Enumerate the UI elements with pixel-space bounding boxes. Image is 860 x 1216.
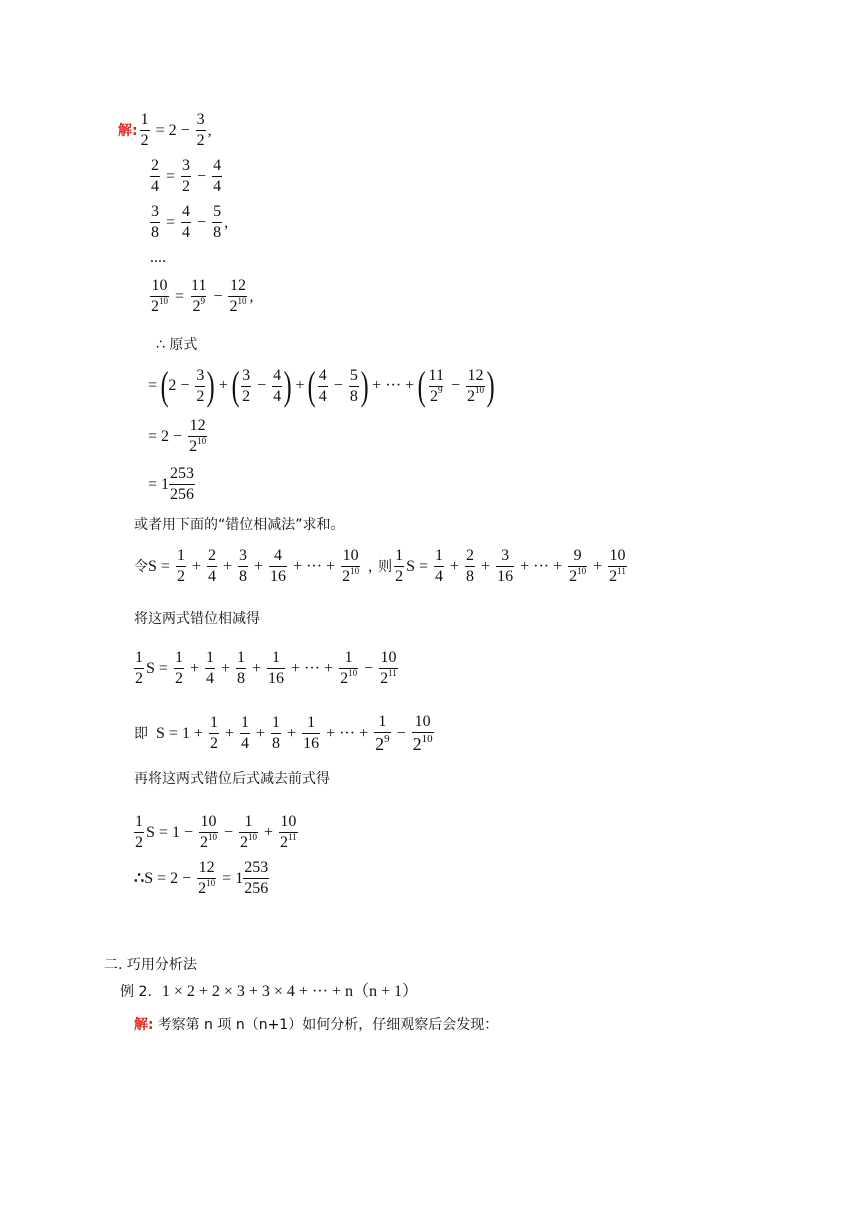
let-s-line: 令 S = $\frac{1}{2}$ + $\frac{2}{4}$ + $\frac{3}{8}$ + $\frac{4}{16}$ + ··· + $\frac{10}{2^{10}}$ , 则 $\frac{1}{2}$ S = $\frac{1}{4}$ + $\frac{2}{8}$ + $\frac{3}{16}$ + ··· + $\frac{9}{2^{10}}$ + $\frac{10}{2^{11}}$ [134,547,626,585]
subtract-text: 将这两式错位相减得 [134,611,260,627]
alt-method-text: 或者用下面的“错位相减法”求和。 [134,517,345,533]
s-final: ∴ S = 2 − $\frac{12}{2^{10}}$ = 1 $\frac{253}{256}$ [134,859,269,897]
solution-line-2: $\frac{2}{4}$ = $\frac{3}{2}$ − $\frac{4}{4}$ [151,157,222,195]
result-1: = 2 − $\frac{12}{2^{10}}$ [148,417,207,455]
ellipsis: .... [150,249,166,266]
solution-line-1: 解: $\frac{1}{2}$ = 2 − $\frac{3}{2}$ , [118,111,212,149]
solution-2: 解: 考察第 n 项 n（n+1）如何分析，仔细观察后会发现： [134,1017,499,1033]
half-s-line: $\frac{1}{2}$ S = $\frac{1}{2}$ + $\frac{1}{4}$ + $\frac{1}{8}$ + $\frac{1}{16}$ + ··· + $\frac{1}{2^{10}}$ − $\frac{10}{2^{11}}$ [135,649,397,687]
example-2: 例 2. 1 × 2 + 2 × 3 + 3 × 4 + ··· + n（n + 1） [120,983,418,1000]
therefore-original: ∴ 原式 [156,337,198,353]
half-s-result: $\frac{1}{2}$ S = 1 − $\frac{10}{2^{10}}$ − $\frac{1}{2^{10}}$ + $\frac{10}{2^{11}}$ [135,813,297,851]
section-2-heading: 二. 巧用分析法 [104,957,197,973]
fraction: $\frac{1}{2}$ [140,111,149,149]
resubtract-text: 再将这两式错位后式减去前式得 [134,771,330,787]
sum-expression: = ( 2 − $\frac{3}{2}$ ) + ( $\frac{3}{2}$ − $\frac{4}{4}$ ) + ( $\frac{4}{4}$ − $\frac{5}{8}$ ) + ··· + ( $\frac{11}{2^9}$ − $\frac{12}{2^{10}}$ ) [148,363,495,408]
solution-label: 解: [118,122,138,139]
ji-line: 即 S = 1 + $\frac{1}{2}$ + $\frac{1}{4}$ + $\frac{1}{8}$ + $\frac{1}{16}$ + ··· + $\frac{1}{2^9}$ − $\frac{10}{2^{10}}$ [134,713,433,754]
solution-line-3: $\frac{3}{8}$ = $\frac{4}{4}$ − $\frac{5}{8}$ , [151,203,229,241]
result-2: = 1 $\frac{253}{256}$ [148,465,195,503]
solution-line-4: $\frac{10}{2^{10}}$ = $\frac{11}{2^9}$ − $\frac{12}{2^{10}}$ , [151,277,254,315]
fraction: $\frac{3}{2}$ [196,111,205,149]
